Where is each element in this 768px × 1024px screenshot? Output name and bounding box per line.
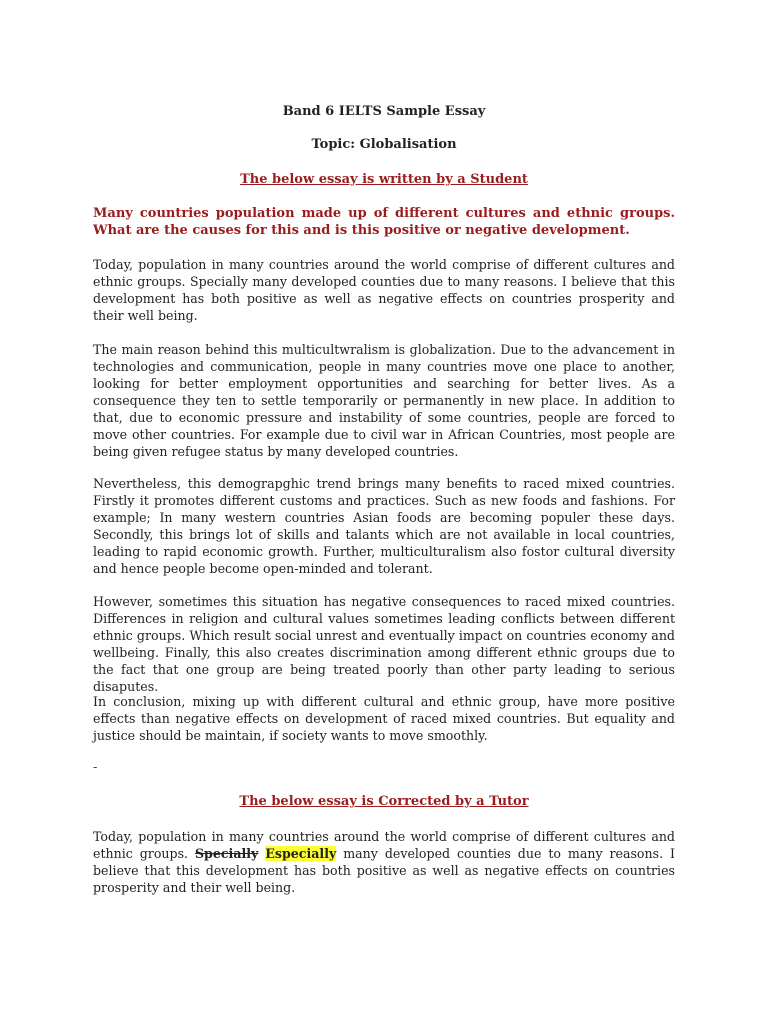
document-heading: Band 6 IELTS Sample Essay: [282, 104, 486, 119]
student-essay-label: The below essay is written by a Student: [240, 172, 528, 187]
corrected-paragraph-1: [93, 828, 675, 896]
highlighted-correction: Especially: [265, 846, 337, 861]
student-paragraph-1: Today, population in many countries around the world comprise of different cultures and ethnic groups. Specially many developed counties due to many reasons. I believe that this development has both positive as well as negative effects on countries prosperity and their well being.: [93, 257, 675, 323]
struck-word: Specially: [194, 846, 259, 861]
topic-line: Topic: Globalisation: [311, 137, 457, 152]
corrected-text-before: Today, population in many countries around the world comprise of different cultures and ethnic groups.: [93, 829, 675, 861]
essay-question: Many countries population made up of different cultures and ethnic groups. What are the causes for this and is this positive or negative development.: [93, 206, 675, 238]
tutor-essay-label: The below essay is Corrected by a Tutor: [239, 794, 529, 809]
corrected-text-after: many developed counties due to many reasons. I believe that this development has both positive as well as negative effects on countries prosperity and their well being.: [93, 846, 675, 895]
student-paragraph-3: Nevertheless, this demograpghic trend brings many benefits to raced mixed countries. Firstly it promotes different customs and practices. Such as new foods and fashions. For example; In many western countries Asian foods are becoming populer these days. Secondly, this brings lot of skills and talants which are not available in local countries, leading to rapid economic growth. Further, multiculturalism also fostor cultural diversity and hence people become open-minded and tolerant.: [93, 476, 675, 576]
section-separator: -: [93, 760, 98, 775]
student-paragraph-5: In conclusion, mixing up with different cultural and ethnic group, have more positive effects than negative effects on development of raced mixed countries. But equality and justice should be maintain, if society wants to move smoothly.: [93, 694, 675, 743]
student-paragraph-2: The main reason behind this multicultwralism is globalization. Due to the advancement in technologies and communication, people in many countries move one place to another, looking for better employment opportunities and searching for better lives. As a consequence they ten to settle temporarily or permanently in new place. In addition to that, due to economic pressure and instability of some countries, people are forced to move other countries. For example due to civil war in African Countries, most people are being given refugee status by many developed countries.: [93, 342, 675, 459]
student-paragraph-4: However, sometimes this situation has negative consequences to raced mixed countries. Differences in religion and cultural values sometimes leading conflicts between different ethnic groups. Which result social unrest and eventually impact on countries economy and wellbeing. Finally, this also creates discrimination among different ethnic groups due to the fact that one group are being treated poorly than other party leading to serious disaputes.: [93, 594, 675, 694]
